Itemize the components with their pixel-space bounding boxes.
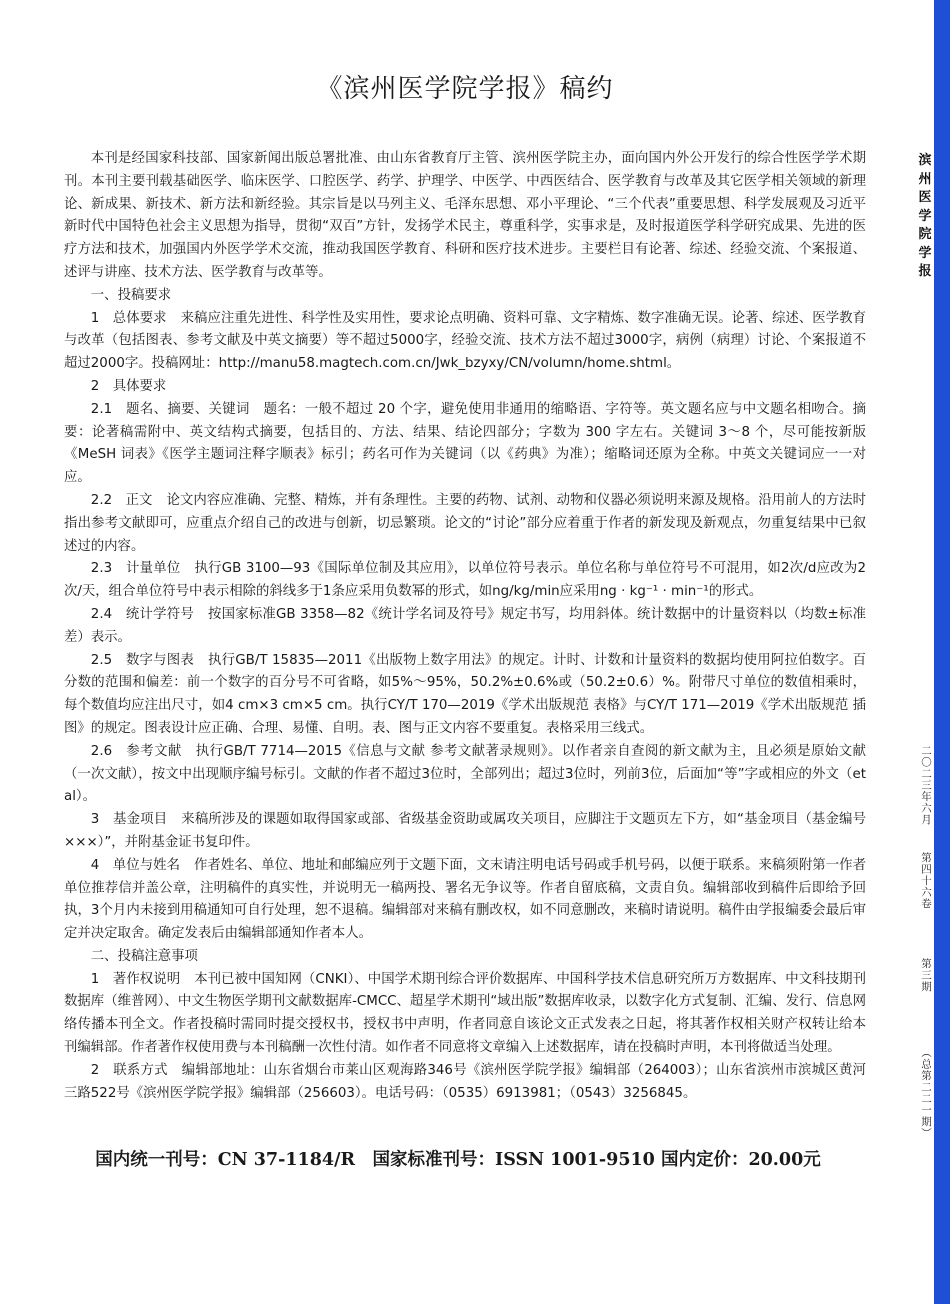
- section-text: 执行GB/T 7714—2015《信息与文献 参考文献著录规则》。以作者亲自查阅的新文献为主，且必须是原始文献（一次文献），按文中出现顺序编号标引。文献的作者不超过3位时，全部列出；超过3位时，列前3位，后面加“等”字或相应的外文（et al）。: [64, 743, 866, 805]
- intro-paragraph: 本刊是经国家科技部、国家新闻出版总署批准、由山东省教育厅主管、滨州医学院主办，面向国内外公开发行的综合性医学学术期刊。本刊主要刊载基础医学、临床医学、口腔医学、药学、护理学、中医学、中西医结合、医学教育与改革及其它医学相关领域的新理论、新成果、新技术、新方法和新经验。其宗旨是以马列主义、毛泽东思想、邓小平理论、“三个代表”重要思想、科学发展观及习近平新时代中国特色社会主义思想为指导，贯彻“双百”方针，发扬学术民主，尊重科学，实事求是，及时报道医学科学研究成果、先进的医疗方法和技术，加强国内外医学学术交流，推动我国医学教育、科研和医疗技术进步。主要栏目有论著、综述、经验交流、个案报道、述评与讲座、技术方法、医学教育与改革等。: [64, 151, 866, 280]
- paragraph: [64, 650, 866, 741]
- total-issue-number: （总第二二一期）: [920, 1047, 932, 1139]
- section-label: 2.1 题名、摘要、关键词: [90, 401, 250, 417]
- issue-date: 二〇二三年六月: [920, 745, 932, 826]
- issue-number: 第三期: [920, 958, 932, 993]
- volume-number: 第四十六卷: [920, 852, 932, 910]
- paragraph: [64, 741, 866, 809]
- section-label: 2.4 统计学符号: [90, 606, 194, 622]
- paragraph: [64, 604, 866, 650]
- blue-side-band: [934, 0, 950, 1304]
- section-text: 执行GB/T 15835—2011《出版物上数字用法》的规定。计时、计数和计量资料的数据均使用阿拉伯数字。百分数的范围和偏差：前一个数字的百分号不可省略，如5%～95%，50.2%±0.6%或（50.2±0.6）%。附带尺寸单位的数值相乘时，每个数值均应注出尺寸，如4 cm×3 cm×5 cm。执行CY/T 170—2019《学术出版规范 表格》与CY/T 171—2019《学术出版规范 插图》的规定。图表设计应正确、合理、易懂、自明。表、图与正文内容不要重复。表格采用三线式。: [64, 652, 867, 736]
- paragraph: [64, 558, 866, 604]
- section-label: 1 总体要求: [90, 310, 167, 326]
- section-label: 2.5 数字与图表: [90, 652, 195, 668]
- paragraph: [64, 1060, 866, 1106]
- section-label: 4 单位与姓名: [90, 857, 181, 873]
- paragraph: [64, 490, 866, 558]
- section-text: 论文内容应准确、完整、精炼，并有条理性。主要的药物、试剂、动物和仪器必须说明来源及规格。沿用前人的方法时指出参考文献即可，应重点介绍自己的改进与创新，切忌繁琐。论文的“讨论”部分应着重于作者的新发现及新观点，勿重复结果中已叙述过的内容。: [64, 492, 866, 554]
- section-text: 执行GB 3100—93《国际单位制及其应用》，以单位符号表示。单位名称与单位符号不可混用，如2次/d应改为2次/天，组合单位符号中表示相除的斜线多于1条应采用负数幂的形式，如ng/kg/min应采用ng · kg⁻¹ · min⁻¹的形式。: [64, 561, 866, 600]
- paragraph: [64, 855, 866, 946]
- section-text: 来稿所涉及的课题如取得国家或部、省级基金资助或属攻关项目，应脚注于文题页左下方，如“基金项目（基金编号×××）”，并附基金证书复印件。: [64, 812, 866, 850]
- paragraph: [64, 969, 866, 1060]
- section-text: 作者姓名、单位、地址和邮编应列于文题下面，文末请注明电话号码或手机号码，以便于联系。来稿须附第一作者单位推荐信并盖公章，注明稿件的真实性，并说明无一稿两投、署名无争议等。作者自留底稿，文责自负。编辑部收到稿件后即给予回执，3个月内未接到用稿通知可自行处理，恕不退稿。编辑部对来稿有删改权，如不同意删改，来稿时请说明。稿件由学报编委会最后审定并决定取舍。确定发表后由编辑部通知作者本人。: [64, 857, 866, 942]
- paragraph: [64, 399, 866, 490]
- article-body: [64, 148, 866, 1105]
- section-heading: 二、投稿注意事项: [90, 948, 198, 964]
- publication-info-footer: 国内统一刊号：CN 37-1184/R 国家标准刊号：ISSN 1001-9510 国内定价：20.00元: [95, 1150, 821, 1170]
- section-heading: 一、投稿要求: [90, 287, 172, 303]
- section-text: 本刊已被中国知网（CNKI）、中国学术期刊综合评价数据库、中国科学技术信息研究所万方数据库、中文科技期刊数据库（维普网）、中文生物医学期刊文献数据库-CMCC、超星学术期刊“域出版”数据库收录，以数字化方式复制、汇编、发行、信息网络传播本刊全文。作者投稿时需同时提交授权书，授权书中声明，作者同意自该论文正式发表之日起，将其著作权相关财产权转让给本刊编辑部。作者著作权使用费与本刊稿酬一次性付清。如作者不同意将文章编入上述数据库，请在投稿时声明，本刊将做适当处理。: [64, 971, 866, 1056]
- journal-name-vertical: 滨州医学院学报: [918, 153, 932, 279]
- section-text: 题名：一般不超过 20 个字，避免使用非通用的缩略语、字符等。英文题名应与中文题名相吻合。摘要：论著稿需附中、英文结构式摘要，包括目的、方法、结果、结论四部分；字数为 300 字左右。关键词 3～8 个，尽可能按新版《MeSH 词表》《医学主题词注释字顺表》标引；药名可作为关键词（以《药典》为准）；缩略词还原为全称。中英文关键词应一一对应。: [64, 401, 866, 486]
- section-text: 编辑部地址：山东省烟台市莱山区观海路346号《滨州医学院学报》编辑部（264003）；山东省滨州市滨城区黄河三路522号《滨州医学院学报》编辑部（256603）。电话号码：（0535）6913981；（0543）3256845。: [64, 1062, 866, 1101]
- section-text: 来稿应注重先进性、科学性及实用性，要求论点明确、资料可靠、文字精炼、数字准确无误。论著、综述、医学教育与改革（包括图表、参考文献及中英文摘要）等不超过5000字，经验交流、技术方法不超过3000字，病例（病理）讨论、个案报道不超过2000字。投稿网址：http://manu58.magtech.com.cn/Jwk_bzyxy/CN/volumn/home.shtml。: [64, 310, 866, 372]
- section-label: 3 基金项目: [90, 812, 168, 828]
- section-label: 2.3 计量单位: [90, 561, 181, 577]
- paragraph: [64, 809, 866, 855]
- section-label: 1 著作权说明: [90, 971, 181, 987]
- section-label: 2.6 参考文献: [90, 743, 182, 759]
- page-title: 《滨州医学院学报》稿约: [316, 74, 614, 104]
- subsection-heading: 2 具体要求: [90, 378, 167, 394]
- section-text: 按国家标准GB 3358—82《统计学名词及符号》规定书写，均用斜体。统计数据中的计量资料以（均数±标准差）表示。: [64, 606, 867, 645]
- section-label: 2 联系方式: [90, 1062, 168, 1078]
- section-label: 2.2 正文: [90, 492, 153, 508]
- paragraph: [64, 308, 866, 376]
